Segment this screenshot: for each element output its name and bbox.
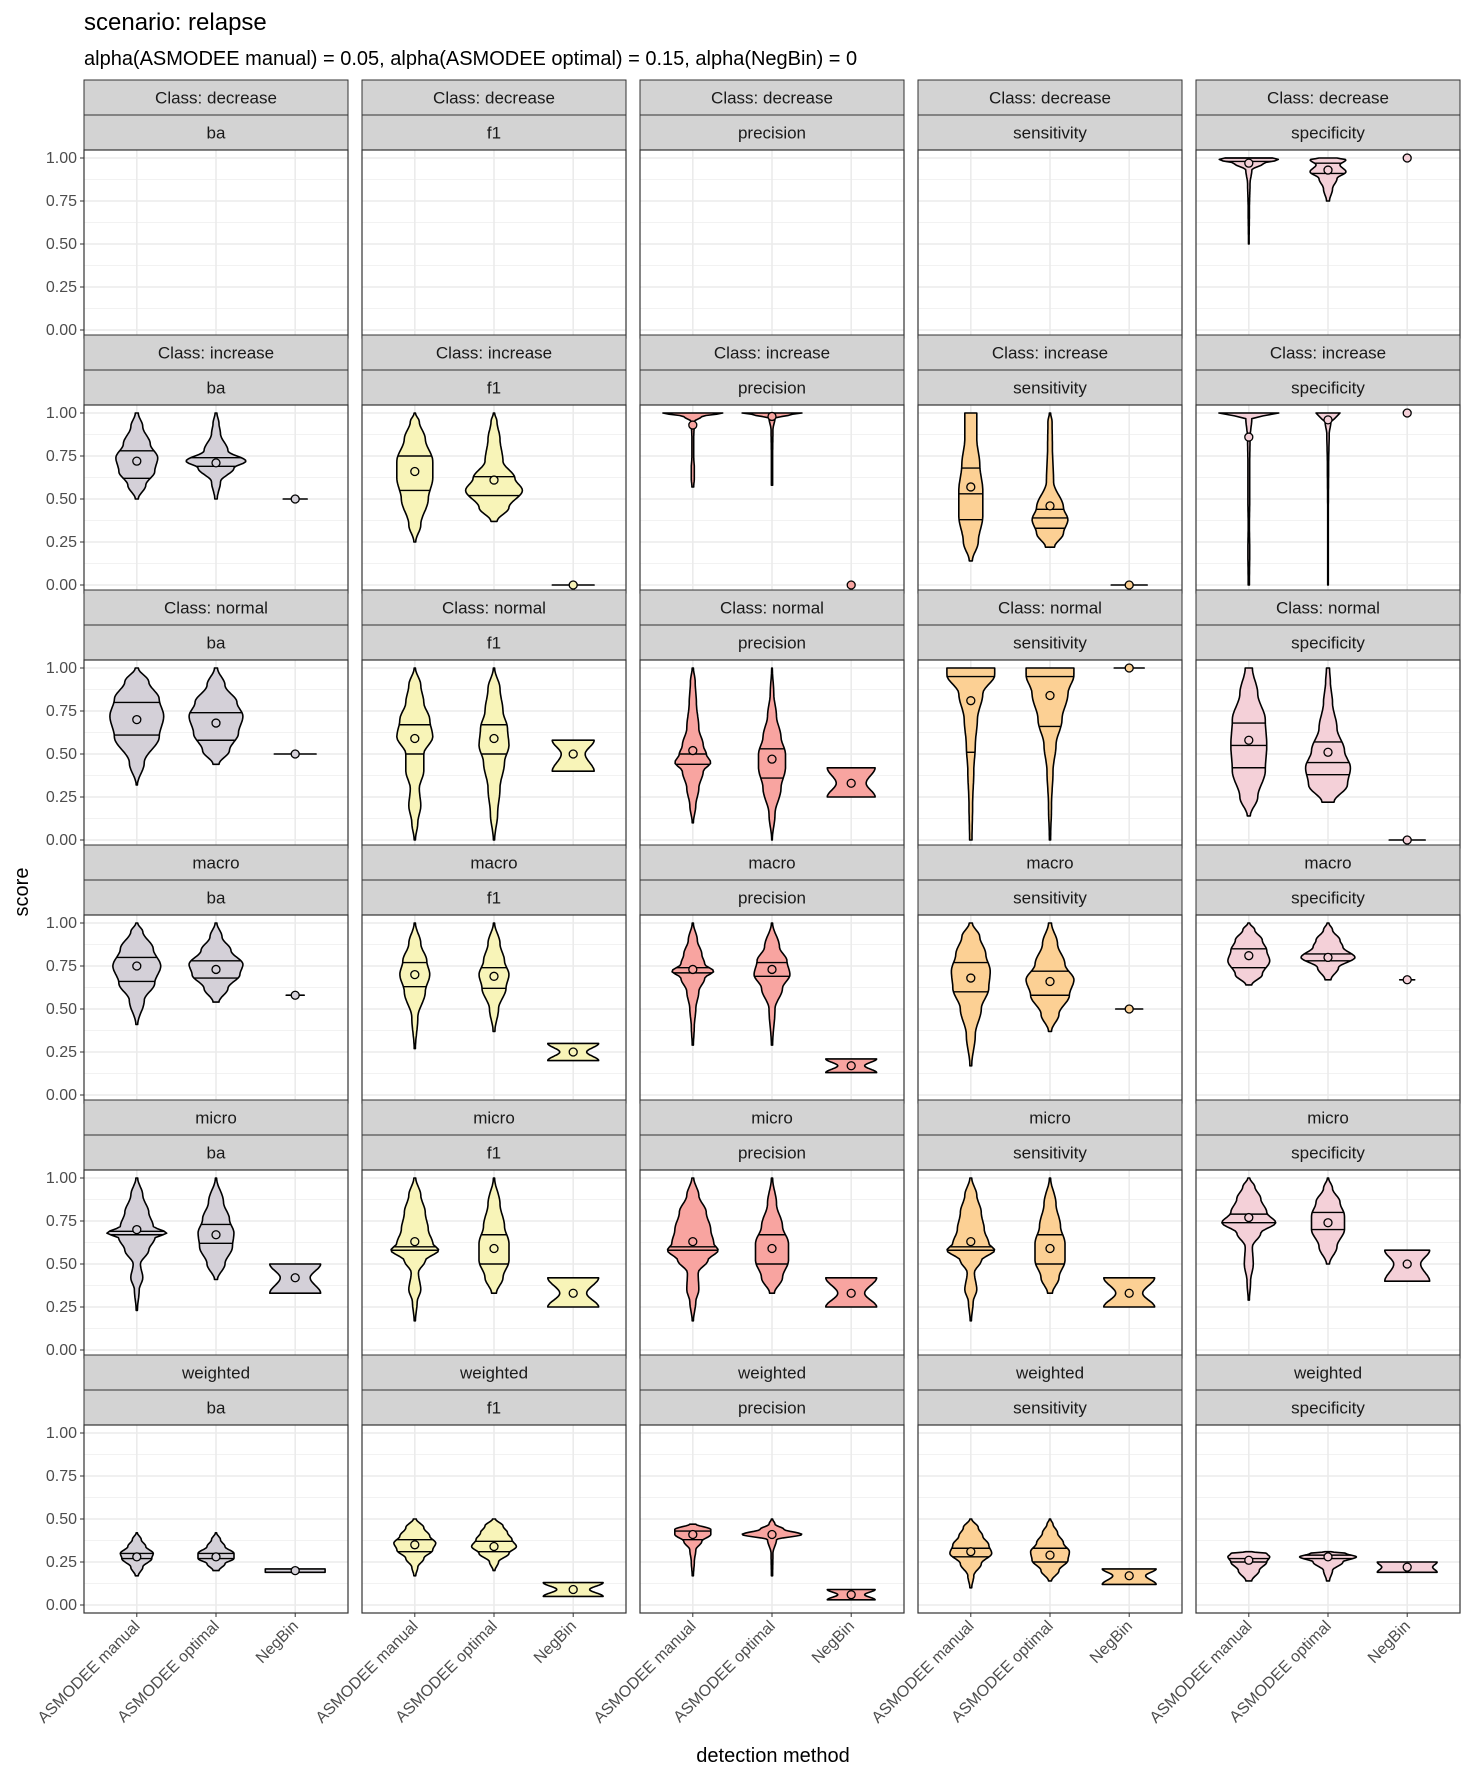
strip-col-label: precision xyxy=(737,633,807,653)
x-tick-label: ASMODEE optimal xyxy=(948,1617,1057,1727)
strip-row-label: Class: increase xyxy=(435,343,553,363)
mean-point xyxy=(490,735,498,743)
panel-1-0 xyxy=(84,335,348,593)
strip-col-label: ba xyxy=(206,888,226,908)
mean-point xyxy=(411,735,419,743)
mean-point xyxy=(1245,159,1253,167)
mean-point xyxy=(569,581,577,589)
strip-row-label: macro xyxy=(1304,853,1352,873)
strip-row-label: Class: increase xyxy=(157,343,275,363)
panel-4-2 xyxy=(640,1100,904,1358)
strip-row-label: Class: decrease xyxy=(1267,88,1389,108)
strip-row-label: Class: decrease xyxy=(989,88,1111,108)
y-tick-label: 1.00 xyxy=(45,915,77,932)
mean-point xyxy=(291,1567,299,1575)
mean-point xyxy=(212,1231,220,1239)
panel-0-1 xyxy=(362,80,626,338)
x-tick-label: ASMODEE optimal xyxy=(1226,1617,1335,1727)
y-tick-label: 0.75 xyxy=(45,448,77,465)
y-tick-label: 0.25 xyxy=(45,1299,77,1316)
panel-5-1 xyxy=(313,1355,626,1727)
mean-point xyxy=(967,483,975,491)
strip-row-label: micro xyxy=(195,1108,237,1128)
strip-col-label: sensitivity xyxy=(1013,633,1087,653)
y-tick-label: 0.25 xyxy=(45,1554,77,1571)
mean-point xyxy=(1125,581,1133,589)
panel-5-0 xyxy=(35,1355,348,1727)
y-tick-label: 1.00 xyxy=(45,1425,77,1442)
y-tick-label: 0.00 xyxy=(45,577,77,594)
mean-point xyxy=(212,459,220,467)
mean-point xyxy=(212,1553,220,1561)
panel-3-4 xyxy=(1196,845,1460,1103)
mean-point xyxy=(1403,836,1411,844)
strip-col-label: ba xyxy=(206,1398,226,1418)
panel-5-4 xyxy=(1147,1355,1460,1727)
panel-3-0 xyxy=(84,845,348,1103)
mean-point xyxy=(133,716,141,724)
panel-1-2 xyxy=(640,335,904,593)
y-tick-label: 1.00 xyxy=(45,660,77,677)
mean-point xyxy=(1245,952,1253,960)
panel-0-4 xyxy=(1196,80,1460,338)
strip-col-label: specificity xyxy=(1291,633,1365,653)
strip-col-label: sensitivity xyxy=(1013,888,1087,908)
strip-row-label: micro xyxy=(473,1108,515,1128)
mean-point xyxy=(1125,664,1133,672)
mean-point xyxy=(133,1226,141,1234)
panel-5-2 xyxy=(591,1355,904,1727)
mean-point xyxy=(1403,154,1411,162)
x-tick-label: ASMODEE optimal xyxy=(392,1617,501,1727)
strip-col-label: ba xyxy=(206,1143,226,1163)
x-tick-label: ASMODEE manual xyxy=(590,1617,700,1727)
mean-point xyxy=(689,1530,697,1538)
x-tick-label: NegBin xyxy=(1364,1617,1415,1667)
strip-col-label: f1 xyxy=(486,1398,502,1418)
panel-0-3 xyxy=(918,80,1182,338)
x-tick-label: ASMODEE manual xyxy=(312,1617,422,1727)
strip-col-label: specificity xyxy=(1291,1143,1365,1163)
mean-point xyxy=(1245,433,1253,441)
x-tick-label: NegBin xyxy=(252,1617,303,1667)
mean-point xyxy=(768,1245,776,1253)
mean-point xyxy=(569,1289,577,1297)
strip-row-label: weighted xyxy=(1015,1363,1085,1383)
y-tick-label: 0.25 xyxy=(45,534,77,551)
strip-row-label: weighted xyxy=(1293,1363,1363,1383)
x-tick-label: ASMODEE manual xyxy=(1146,1617,1256,1727)
mean-point xyxy=(847,1062,855,1070)
x-tick-label: NegBin xyxy=(808,1617,859,1667)
strip-row-label: Class: increase xyxy=(991,343,1109,363)
strip-col-label: f1 xyxy=(486,633,502,653)
mean-point xyxy=(847,581,855,589)
mean-point xyxy=(490,972,498,980)
mean-point xyxy=(212,719,220,727)
panel-1-4 xyxy=(1196,335,1460,593)
mean-point xyxy=(291,991,299,999)
y-axis-title: score xyxy=(11,867,33,917)
facet-panels xyxy=(35,80,1460,1727)
strip-row-label: Class: decrease xyxy=(433,88,555,108)
mean-point xyxy=(768,1530,776,1538)
strip-col-label: f1 xyxy=(486,888,502,908)
y-tick-label: 0.25 xyxy=(45,789,77,806)
strip-row-label: micro xyxy=(1029,1108,1071,1128)
y-tick-label: 0.50 xyxy=(45,746,77,763)
y-tick-label: 0.25 xyxy=(45,1044,77,1061)
y-tick-label: 0.75 xyxy=(45,1213,77,1230)
strip-col-label: precision xyxy=(737,123,807,143)
strip-row-label: Class: decrease xyxy=(155,88,277,108)
y-tick-label: 1.00 xyxy=(45,405,77,422)
mean-point xyxy=(847,779,855,787)
y-tick-label: 0.50 xyxy=(45,1256,77,1273)
strip-col-label: precision xyxy=(737,888,807,908)
strip-col-label: specificity xyxy=(1291,378,1365,398)
y-tick-label: 0.75 xyxy=(45,703,77,720)
mean-point xyxy=(212,965,220,973)
mean-point xyxy=(967,697,975,705)
mean-point xyxy=(411,1541,419,1549)
strip-row-label: Class: normal xyxy=(1276,598,1380,618)
strip-row-label: macro xyxy=(1026,853,1074,873)
mean-point xyxy=(569,750,577,758)
mean-point xyxy=(133,457,141,465)
panel-0-0 xyxy=(84,80,348,338)
x-tick-label: ASMODEE manual xyxy=(34,1617,144,1727)
mean-point xyxy=(1324,1219,1332,1227)
chart-title: scenario: relapse xyxy=(84,9,267,36)
mean-point xyxy=(291,495,299,503)
panel-3-1 xyxy=(362,845,626,1103)
strip-col-label: sensitivity xyxy=(1013,123,1087,143)
panel-3-3 xyxy=(918,845,1182,1103)
panel-4-0 xyxy=(84,1100,348,1358)
strip-row-label: Class: normal xyxy=(442,598,546,618)
mean-point xyxy=(1046,1245,1054,1253)
y-tick-label: 0.00 xyxy=(45,322,77,339)
mean-point xyxy=(967,1238,975,1246)
panel-5-3 xyxy=(869,1355,1182,1727)
x-tick-label: ASMODEE manual xyxy=(868,1617,978,1727)
mean-point xyxy=(1046,1551,1054,1559)
strip-col-label: precision xyxy=(737,378,807,398)
mean-point xyxy=(1245,1556,1253,1564)
mean-point xyxy=(1324,166,1332,174)
strip-row-label: weighted xyxy=(181,1363,251,1383)
strip-row-label: micro xyxy=(1307,1108,1349,1128)
mean-point xyxy=(1125,1289,1133,1297)
mean-point xyxy=(1245,736,1253,744)
mean-point xyxy=(411,971,419,979)
mean-point xyxy=(689,421,697,429)
y-tick-label: 0.00 xyxy=(45,1597,77,1614)
strip-col-label: ba xyxy=(206,633,226,653)
mean-point xyxy=(967,974,975,982)
y-tick-label: 0.50 xyxy=(45,236,77,253)
x-axis-title: detection method xyxy=(696,1745,850,1767)
mean-point xyxy=(1324,748,1332,756)
panel-2-2 xyxy=(640,590,904,848)
mean-point xyxy=(1324,953,1332,961)
mean-point xyxy=(689,747,697,755)
mean-point xyxy=(1403,1563,1411,1571)
strip-col-label: f1 xyxy=(486,1143,502,1163)
strip-row-label: Class: increase xyxy=(1269,343,1387,363)
mean-point xyxy=(768,412,776,420)
strip-col-label: precision xyxy=(737,1398,807,1418)
mean-point xyxy=(1125,1005,1133,1013)
panel-2-0 xyxy=(84,590,348,848)
strip-row-label: weighted xyxy=(459,1363,529,1383)
mean-point xyxy=(490,1543,498,1551)
y-tick-label: 1.00 xyxy=(45,1170,77,1187)
strip-row-label: Class: normal xyxy=(998,598,1102,618)
strip-col-label: sensitivity xyxy=(1013,1143,1087,1163)
mean-point xyxy=(1403,409,1411,417)
x-tick-label: ASMODEE optimal xyxy=(670,1617,779,1727)
mean-point xyxy=(569,1048,577,1056)
strip-row-label: Class: increase xyxy=(713,343,831,363)
strip-col-label: specificity xyxy=(1291,888,1365,908)
strip-row-label: macro xyxy=(192,853,240,873)
strip-row-label: Class: decrease xyxy=(711,88,833,108)
mean-point xyxy=(411,467,419,475)
panel-1-1 xyxy=(362,335,626,593)
panel-4-1 xyxy=(362,1100,626,1358)
mean-point xyxy=(1245,1214,1253,1222)
mean-point xyxy=(133,962,141,970)
mean-point xyxy=(1125,1572,1133,1580)
panel-4-4 xyxy=(1196,1100,1460,1358)
strip-col-label: ba xyxy=(206,123,226,143)
panel-2-3 xyxy=(918,590,1182,848)
mean-point xyxy=(1403,976,1411,984)
x-tick-label: ASMODEE optimal xyxy=(114,1617,223,1727)
strip-row-label: weighted xyxy=(737,1363,807,1383)
panel-3-2 xyxy=(640,845,904,1103)
mean-point xyxy=(847,1289,855,1297)
x-tick-label: NegBin xyxy=(530,1617,581,1667)
panel-1-3 xyxy=(918,335,1182,593)
mean-point xyxy=(291,1274,299,1282)
mean-point xyxy=(569,1586,577,1594)
mean-point xyxy=(768,965,776,973)
strip-col-label: ba xyxy=(206,378,226,398)
y-tick-label: 0.00 xyxy=(45,1087,77,1104)
chart-subtitle: alpha(ASMODEE manual) = 0.05, alpha(ASMODEE optimal) = 0.15, alpha(NegBin) = 0 xyxy=(84,48,858,70)
y-tick-label: 0.50 xyxy=(45,1511,77,1528)
y-tick-label: 0.25 xyxy=(45,279,77,296)
strip-col-label: sensitivity xyxy=(1013,1398,1087,1418)
panel-2-4 xyxy=(1196,590,1460,848)
panel-2-1 xyxy=(362,590,626,848)
mean-point xyxy=(1403,1260,1411,1268)
y-tick-label: 1.00 xyxy=(45,150,77,167)
strip-col-label: f1 xyxy=(486,378,502,398)
mean-point xyxy=(768,755,776,763)
mean-point xyxy=(1324,416,1332,424)
strip-row-label: macro xyxy=(470,853,518,873)
y-tick-label: 0.75 xyxy=(45,193,77,210)
strip-row-label: Class: normal xyxy=(720,598,824,618)
strip-col-label: precision xyxy=(737,1143,807,1163)
mean-point xyxy=(133,1553,141,1561)
y-tick-label: 0.75 xyxy=(45,958,77,975)
x-tick-label: NegBin xyxy=(1086,1617,1137,1667)
y-tick-label: 0.75 xyxy=(45,1468,77,1485)
strip-col-label: specificity xyxy=(1291,1398,1365,1418)
mean-point xyxy=(1046,692,1054,700)
panel-0-2 xyxy=(640,80,904,338)
y-tick-label: 0.50 xyxy=(45,491,77,508)
mean-point xyxy=(1324,1553,1332,1561)
strip-row-label: micro xyxy=(751,1108,793,1128)
mean-point xyxy=(411,1238,419,1246)
y-tick-label: 0.00 xyxy=(45,832,77,849)
strip-row-label: macro xyxy=(748,853,796,873)
mean-point xyxy=(689,965,697,973)
strip-col-label: f1 xyxy=(486,123,502,143)
mean-point xyxy=(291,750,299,758)
mean-point xyxy=(847,1591,855,1599)
mean-point xyxy=(490,476,498,484)
strip-row-label: Class: normal xyxy=(164,598,268,618)
strip-col-label: sensitivity xyxy=(1013,378,1087,398)
mean-point xyxy=(1046,977,1054,985)
mean-point xyxy=(1046,502,1054,510)
mean-point xyxy=(689,1238,697,1246)
mean-point xyxy=(490,1245,498,1253)
strip-col-label: specificity xyxy=(1291,123,1365,143)
y-tick-label: 0.00 xyxy=(45,1342,77,1359)
panel-4-3 xyxy=(918,1100,1182,1358)
mean-point xyxy=(967,1548,975,1556)
y-tick-label: 0.50 xyxy=(45,1001,77,1018)
